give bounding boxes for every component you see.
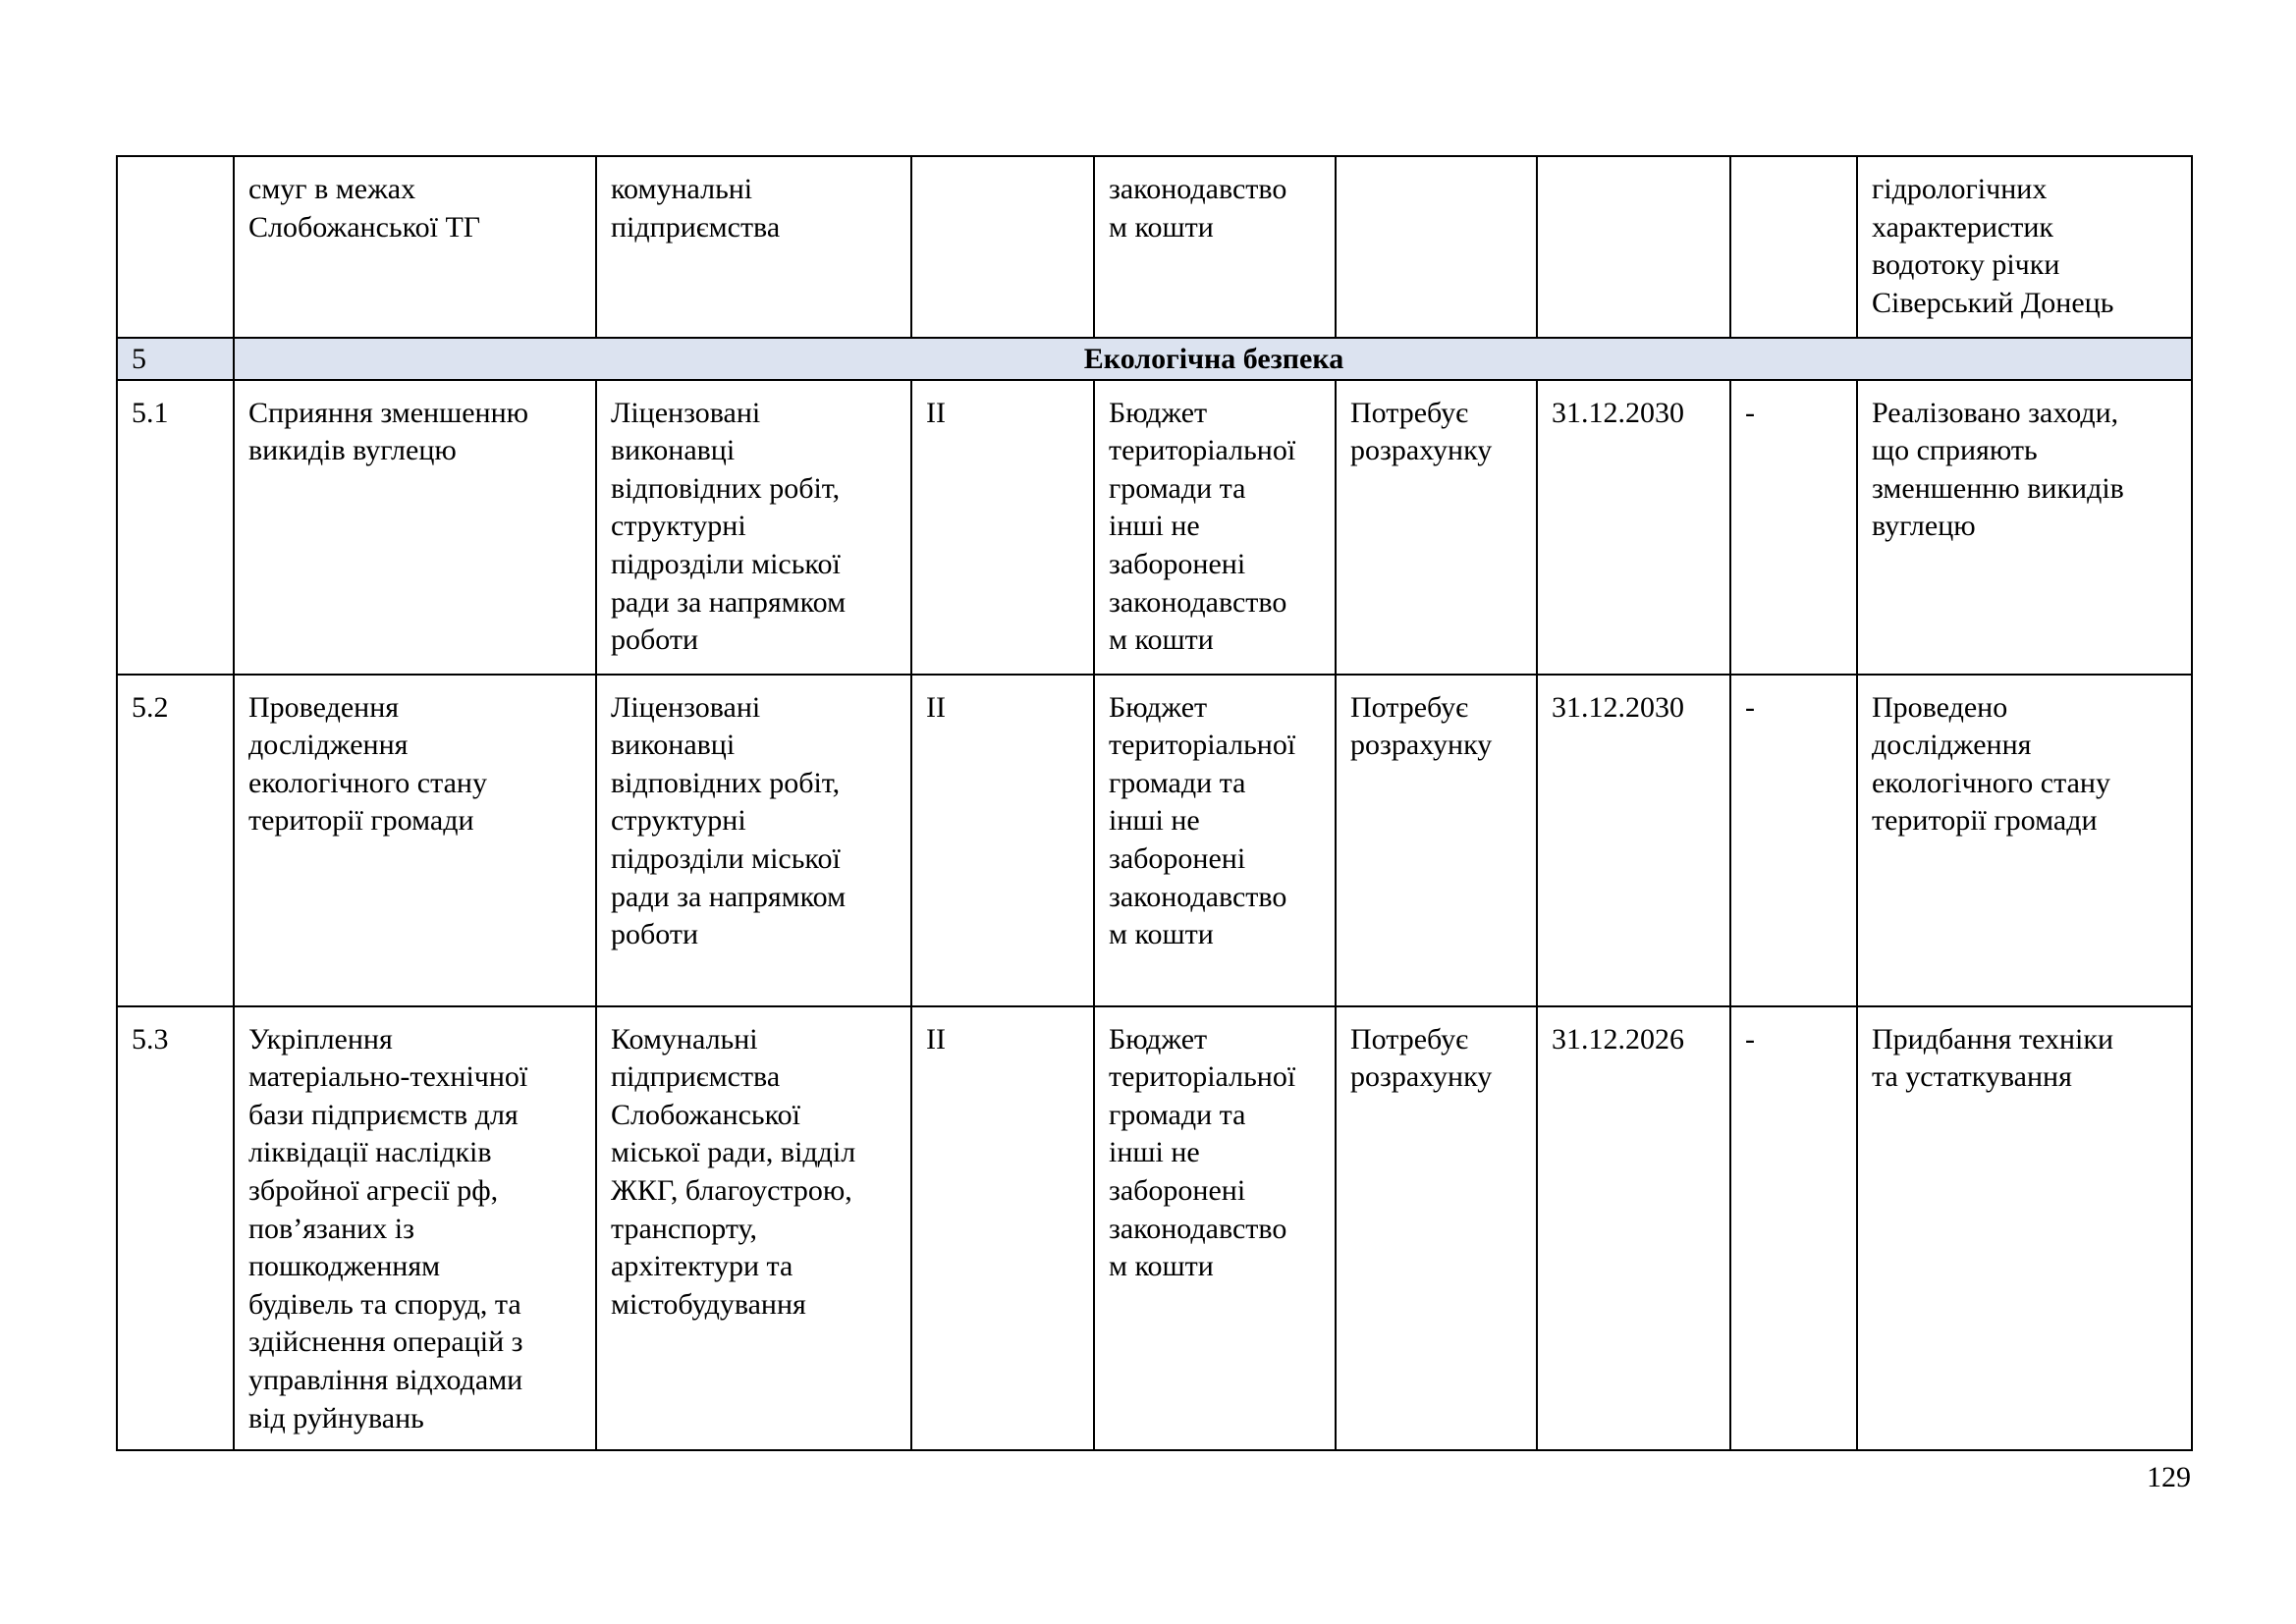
cell-executors (596, 380, 911, 675)
section-title: Екологічна безпека (234, 338, 2192, 380)
cell-line: міської ради, відділ (611, 1136, 856, 1169)
cell-measure (234, 156, 596, 338)
cell-line: законодавство (1109, 880, 1287, 913)
cell-measure (234, 1006, 596, 1450)
cell-line: структурні (611, 804, 746, 838)
cell-line: підрозділи міської (611, 547, 841, 580)
page-number: 129 (2147, 1461, 2191, 1493)
cell-line: м кошти (1109, 1250, 1214, 1283)
cell-deadline: 31.12.2026 (1537, 1006, 1730, 1450)
cell-line: території громади (248, 804, 474, 838)
cell-indicator: - (1730, 675, 1857, 1006)
cell-line: архітектури та (611, 1250, 793, 1283)
cell-line: Слобожанської (611, 1098, 800, 1131)
cell-line: Потребує (1350, 1022, 1469, 1056)
cell-line: матеріально-технічної (248, 1060, 528, 1094)
cell-line: транспорту, (611, 1212, 758, 1245)
cell-result (1857, 380, 2192, 675)
cell-line: Ліцензовані (611, 690, 761, 724)
cell-line: громади та (1109, 471, 1246, 505)
cell-measure (234, 380, 596, 675)
cell-line: Придбання техніки (1872, 1022, 2114, 1056)
cell-indicator: - (1730, 380, 1857, 675)
cell-line: бази підприємств для (248, 1098, 519, 1131)
cell-line: та устаткування (1872, 1060, 2072, 1094)
cell-line: ради за напрямком (611, 585, 847, 619)
cell-line: заборонені (1109, 1173, 1246, 1207)
cell-line: підприємства (611, 210, 781, 244)
cell-funding (1094, 156, 1336, 338)
cell-deadline: 31.12.2030 (1537, 380, 1730, 675)
cell-line: гідрологічних (1872, 173, 2048, 205)
cell-line: законодавство (1109, 585, 1287, 619)
cell-line: Бюджет (1109, 690, 1208, 724)
cell-executors (596, 1006, 911, 1450)
cell-cost (1336, 675, 1537, 1006)
cell-line: будівель та споруд, та (248, 1287, 521, 1321)
cell-line: роботи (611, 623, 699, 657)
cell-line: інші не (1109, 804, 1200, 838)
cell-line: м кошти (1109, 210, 1214, 244)
cell-line: Проведено (1872, 690, 2008, 724)
cell-funding (1094, 380, 1336, 675)
cell-line: дослідження (248, 729, 409, 762)
cell-line: дослідження (1872, 729, 2032, 762)
cell-line: викидів вуглецю (248, 434, 457, 467)
cell-line: збройної агресії рф, (248, 1173, 499, 1207)
cell-line: територіальної (1109, 434, 1296, 467)
table-row (117, 1006, 2192, 1450)
cell-cost (1336, 156, 1537, 338)
cell-line: законодавство (1109, 1212, 1287, 1245)
cell-priority: II (911, 1006, 1094, 1450)
cell-result (1857, 1006, 2192, 1450)
cell-deadline (1537, 156, 1730, 338)
cell-indicator: - (1730, 1006, 1857, 1450)
cell-line: ради за напрямком (611, 880, 847, 913)
cell-line: громади та (1109, 1098, 1246, 1131)
cell-executors (596, 156, 911, 338)
cell-line: Комунальні (611, 1022, 758, 1056)
cell-line: розрахунку (1350, 434, 1493, 467)
cell-line: Бюджет (1109, 396, 1208, 429)
cell-line: екологічного стану (1872, 766, 2110, 799)
cell-line: Потребує (1350, 396, 1469, 429)
cell-line: Укріплення (248, 1022, 393, 1056)
cell-line: Сіверський Донець (1872, 286, 2114, 319)
cell-measure (234, 675, 596, 1006)
cell-line: відповідних робіт, (611, 766, 841, 799)
cell-line: вуглецю (1872, 510, 1976, 543)
cell-line: розрахунку (1350, 1060, 1493, 1094)
section-row (117, 338, 2192, 380)
cell-line: м кошти (1109, 918, 1214, 951)
cell-line: територіальної (1109, 729, 1296, 762)
cell-line: структурні (611, 510, 746, 543)
table-row (117, 675, 2192, 1006)
cell-line: м кошти (1109, 623, 1214, 657)
cell-line: смуг в межах (248, 173, 416, 205)
cell-num: 5.3 (117, 1006, 234, 1450)
table-body (117, 156, 2192, 1450)
section-number: 5 (117, 338, 234, 380)
cell-cost (1336, 1006, 1537, 1450)
cell-priority (911, 156, 1094, 338)
cell-line: підприємства (611, 1060, 781, 1094)
cell-line: заборонені (1109, 841, 1246, 875)
cell-line: що сприяють (1872, 434, 2038, 467)
cell-funding (1094, 1006, 1336, 1450)
cell-line: містобудування (611, 1287, 806, 1321)
cell-line: здійснення операцій з (248, 1326, 523, 1359)
cell-line: розрахунку (1350, 729, 1493, 762)
cell-line: Ліцензовані (611, 396, 761, 429)
cell-line: водотоку річки (1872, 248, 2060, 282)
cell-line: заборонені (1109, 547, 1246, 580)
cell-line: інші не (1109, 510, 1200, 543)
table-row (117, 380, 2192, 675)
cell-line: пошкодженням (248, 1250, 441, 1283)
cell-num: 5.2 (117, 675, 234, 1006)
cell-num: 5.1 (117, 380, 234, 675)
cell-line: Бюджет (1109, 1022, 1208, 1056)
cell-line: територіальної (1109, 1060, 1296, 1094)
cell-line: ліквідації наслідків (248, 1136, 492, 1169)
cell-result (1857, 675, 2192, 1006)
cell-line: території громади (1872, 804, 2098, 838)
cell-line: управління відходами (248, 1363, 523, 1396)
cell-line: виконавці (611, 729, 736, 762)
cell-priority: II (911, 380, 1094, 675)
cell-line: ЖКГ, благоустрою, (611, 1173, 852, 1207)
cell-result (1857, 156, 2192, 338)
cell-cost (1336, 380, 1537, 675)
cell-line: виконавці (611, 434, 736, 467)
cell-line: громади та (1109, 766, 1246, 799)
cell-line: підрозділи міської (611, 841, 841, 875)
cell-line: Проведення (248, 690, 400, 724)
cell-funding (1094, 675, 1336, 1006)
cell-num (117, 156, 234, 338)
cell-line: Реалізовано заходи, (1872, 396, 2119, 429)
cell-line: Сприяння зменшенню (248, 396, 529, 429)
cell-line: від руйнувань (248, 1401, 424, 1435)
cell-indicator (1730, 156, 1857, 338)
cell-line: зменшенню викидів (1872, 471, 2124, 505)
cell-line: законодавство (1109, 173, 1287, 205)
cell-line: комунальні (611, 173, 753, 205)
cell-executors (596, 675, 911, 1006)
cell-line: характеристик (1872, 210, 2053, 244)
cell-deadline: 31.12.2030 (1537, 675, 1730, 1006)
cell-line: Потребує (1350, 690, 1469, 724)
cell-priority: II (911, 675, 1094, 1006)
cell-line: інші не (1109, 1136, 1200, 1169)
cell-line: Слобожанської ТГ (248, 210, 481, 244)
table-row-continuation (117, 156, 2192, 338)
cell-line: роботи (611, 918, 699, 951)
cell-line: відповідних робіт, (611, 471, 841, 505)
cell-line: пов’язаних із (248, 1212, 414, 1245)
plan-table (116, 155, 2193, 1451)
cell-line: екологічного стану (248, 766, 487, 799)
